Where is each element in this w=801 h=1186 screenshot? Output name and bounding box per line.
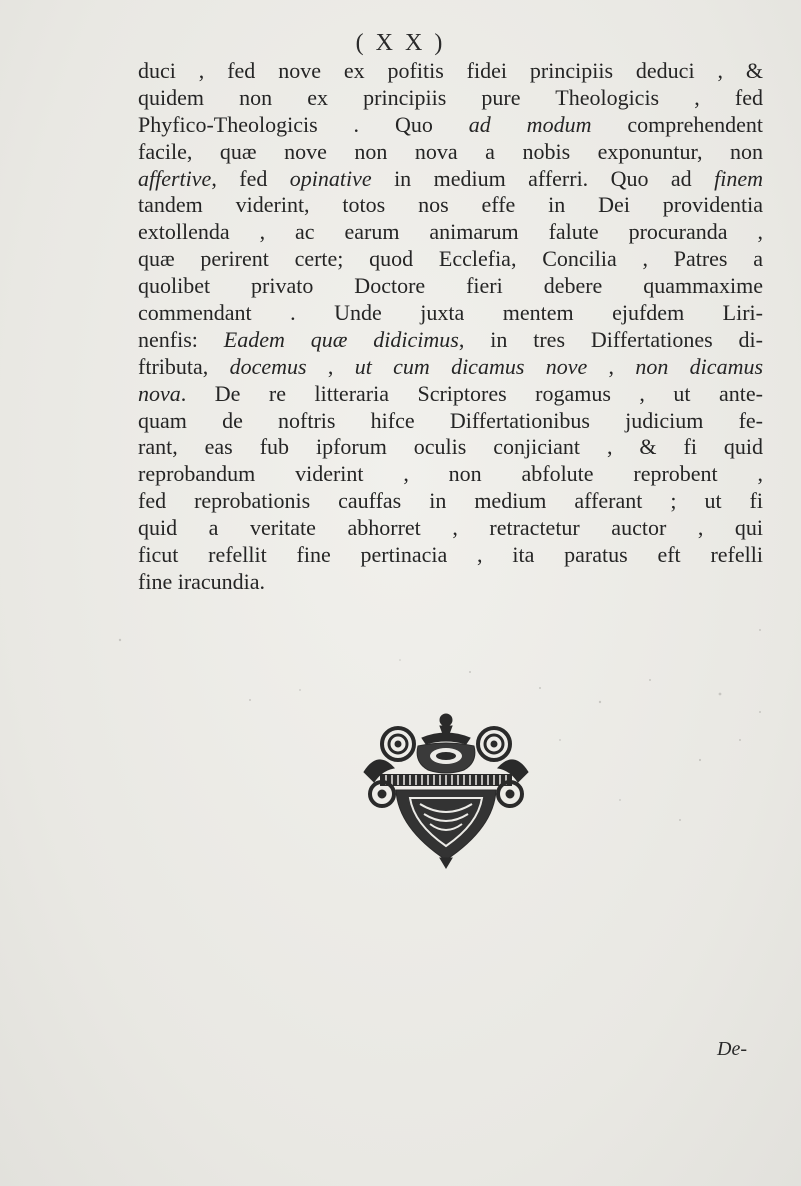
text-line bbox=[138, 408, 763, 435]
text-line bbox=[138, 515, 763, 542]
text-segment: reprobandum viderint , non abfolute reprobent , bbox=[138, 461, 763, 487]
text-line bbox=[138, 58, 763, 85]
text-segment: duci , fed nove ex pofitis fidei principiis deduci , & bbox=[138, 58, 763, 83]
text-segment: rant, eas fub ipforum oculis conjiciant , & fi quid bbox=[138, 434, 763, 460]
text-line bbox=[138, 327, 763, 354]
text-segment: . De re litteraria Scriptores rogamus , ut ante- bbox=[180, 380, 763, 406]
text-line bbox=[138, 300, 763, 327]
text-line bbox=[138, 569, 763, 596]
text-segment: fed reprobationis cauffas in medium afferant ; ut fi bbox=[138, 488, 763, 514]
text-line bbox=[138, 166, 763, 193]
text-segment: quidem non ex principiis pure Theologicis , fed bbox=[138, 84, 763, 110]
text-segment: , in tres Differtationes di- bbox=[458, 326, 763, 352]
italic-segment: Eadem quæ didicimus bbox=[223, 326, 459, 352]
page-header: ( X X ) bbox=[355, 30, 446, 56]
text-segment: quæ perirent certe; quod Ecclefia, Concilia , Patres a bbox=[138, 246, 763, 272]
text-line bbox=[138, 85, 763, 112]
text-line bbox=[138, 488, 763, 515]
text-segment: tandem viderint, totos nos effe in Dei providentia bbox=[138, 192, 763, 218]
text-line bbox=[138, 381, 763, 408]
italic-segment: ad modum bbox=[468, 111, 592, 137]
catchword: De- bbox=[717, 1038, 747, 1060]
text-segment: extollenda , ac earum animarum falute procuranda , bbox=[138, 219, 763, 245]
italic-segment: affertive bbox=[138, 165, 212, 191]
text-segment: fine iracundia. bbox=[138, 568, 266, 594]
italic-segment: ut cum dicamus nove bbox=[354, 353, 588, 379]
text-segment: nenfis: bbox=[138, 326, 224, 352]
text-line bbox=[138, 219, 763, 246]
text-segment: commendant . Unde juxta mentem ejufdem Liri- bbox=[138, 300, 763, 326]
text-line bbox=[138, 434, 763, 461]
text-segment: quid a veritate abhorret , retractetur auctor , qui bbox=[138, 515, 763, 541]
body-text bbox=[138, 58, 763, 596]
text-segment: ftributa, bbox=[138, 353, 230, 379]
text-segment: quam de noftris hifce Differtationibus judicium fe- bbox=[138, 407, 763, 433]
text-segment: comprehendent bbox=[591, 111, 763, 137]
text-line bbox=[138, 192, 763, 219]
text-line bbox=[138, 542, 763, 569]
text-line bbox=[138, 112, 763, 139]
italic-segment: non dicamus bbox=[635, 353, 763, 379]
text-segment: facile, quæ nove non nova a nobis exponuntur, non bbox=[138, 138, 763, 164]
text-segment: ficut refellit fine pertinacia , ita paratus eft refelli bbox=[138, 542, 763, 568]
text-line bbox=[138, 139, 763, 166]
text-segment: , bbox=[306, 353, 355, 379]
italic-segment: nova bbox=[138, 380, 181, 406]
text-line bbox=[138, 461, 763, 488]
text-line bbox=[138, 246, 763, 273]
printers-ornament bbox=[360, 710, 532, 870]
text-line bbox=[138, 273, 763, 300]
text-segment: in medium afferri. Quo ad bbox=[371, 165, 715, 191]
italic-segment: docemus bbox=[229, 353, 307, 379]
italic-segment: opinative bbox=[289, 165, 372, 191]
text-segment: , bbox=[587, 353, 636, 379]
text-segment: quolibet privato Doctore fieri debere quammaxime bbox=[138, 273, 763, 299]
text-line bbox=[138, 354, 763, 381]
text-segment: Phyfico-Theologicis . Quo bbox=[138, 111, 469, 137]
italic-segment: finem bbox=[714, 165, 763, 191]
text-segment: , fed bbox=[211, 165, 290, 191]
